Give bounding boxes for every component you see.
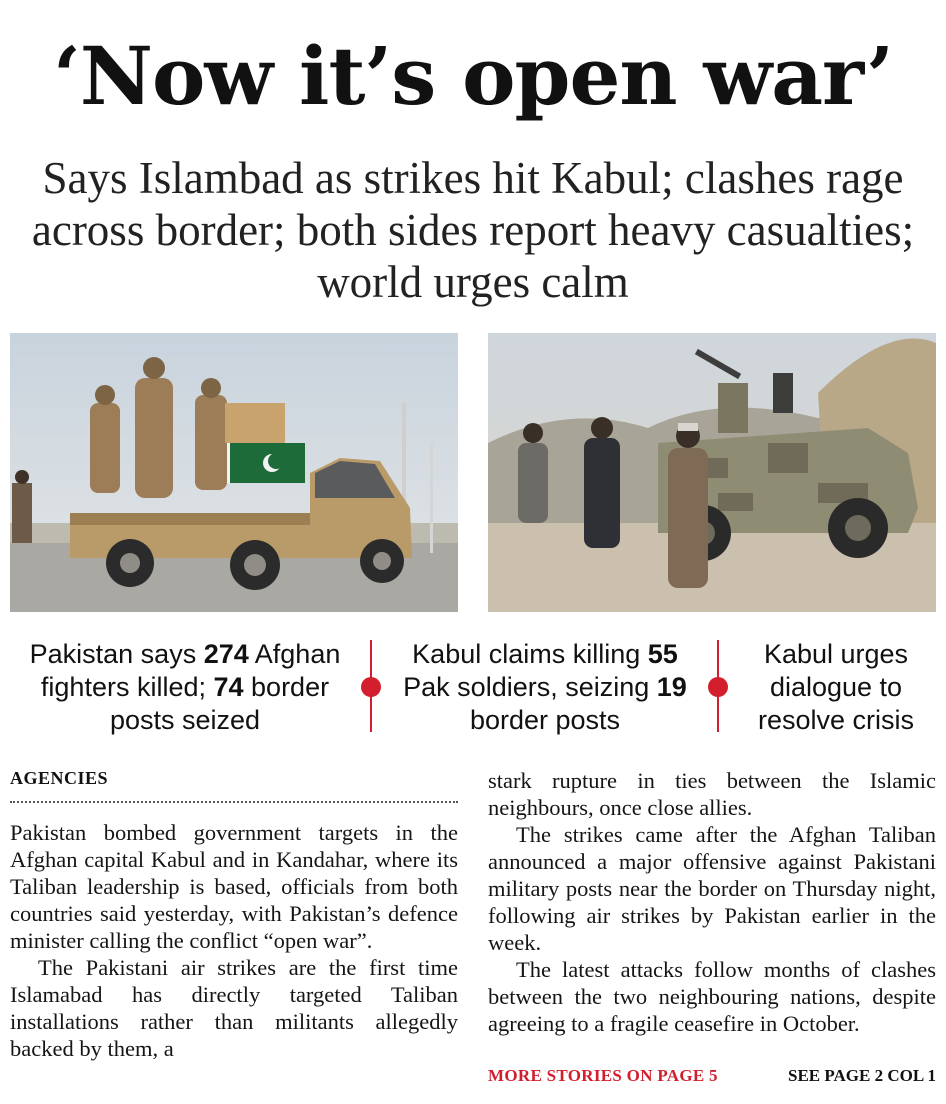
fact-divider bbox=[370, 640, 372, 732]
byline-divider bbox=[10, 801, 458, 803]
article-column-left bbox=[10, 819, 458, 1062]
continued-jump-link[interactable]: SEE PAGE 2 COL 1 bbox=[788, 1066, 936, 1085]
article-paragraph: stark rupture in ties between the Islamic neighbours, once close allies. bbox=[488, 768, 936, 820]
fact-kabul-claims: Kabul claims killing 55 Pak soldiers, seizing 19 border posts bbox=[403, 639, 687, 735]
article-paragraph: The Pakistani air strikes are the first time Islamabad has directly targeted Taliban installations rather than militants allegedly backed by them, a bbox=[10, 955, 458, 1061]
more-stories-link[interactable]: MORE STORIES ON PAGE 5 bbox=[488, 1066, 718, 1085]
subheadline: Says Islambad as strikes hit Kabul; clashes rage across border; both sides report heavy casualties; world urges calm bbox=[31, 153, 915, 307]
photo-pakistani-soldiers-truck bbox=[10, 333, 458, 612]
fact-divider bbox=[717, 640, 719, 732]
byline: AGENCIES bbox=[10, 768, 109, 788]
article-paragraph: The latest attacks follow months of clashes between the two neighbouring nations, despite agreeing to a fragile ceasefire in October. bbox=[488, 957, 936, 1036]
article-column-right bbox=[488, 767, 936, 1037]
fact-kabul-urges-dialogue: Kabul urges dialogue to resolve crisis bbox=[757, 639, 915, 735]
headline: ‘Now it’s open war’ bbox=[53, 29, 893, 123]
article-paragraph: Pakistan bombed government targets in the Afghan capital Kabul and in Kandahar, where its Taliban leadership is based, officials from both countries said yesterday, with Pakistan’s defence minister calling the conflict “open war”. bbox=[10, 820, 458, 953]
photo-afghan-fighters-humvee bbox=[488, 333, 936, 612]
article-paragraph: The strikes came after the Afghan Taliban announced a major offensive against Pakistani military posts near the border on Thursday night, following air strikes by Pakistan earlier in the week. bbox=[488, 822, 936, 955]
fact-pakistan-claims: Pakistan says 274 Afghan fighters killed; 74 border posts seized bbox=[29, 639, 341, 735]
